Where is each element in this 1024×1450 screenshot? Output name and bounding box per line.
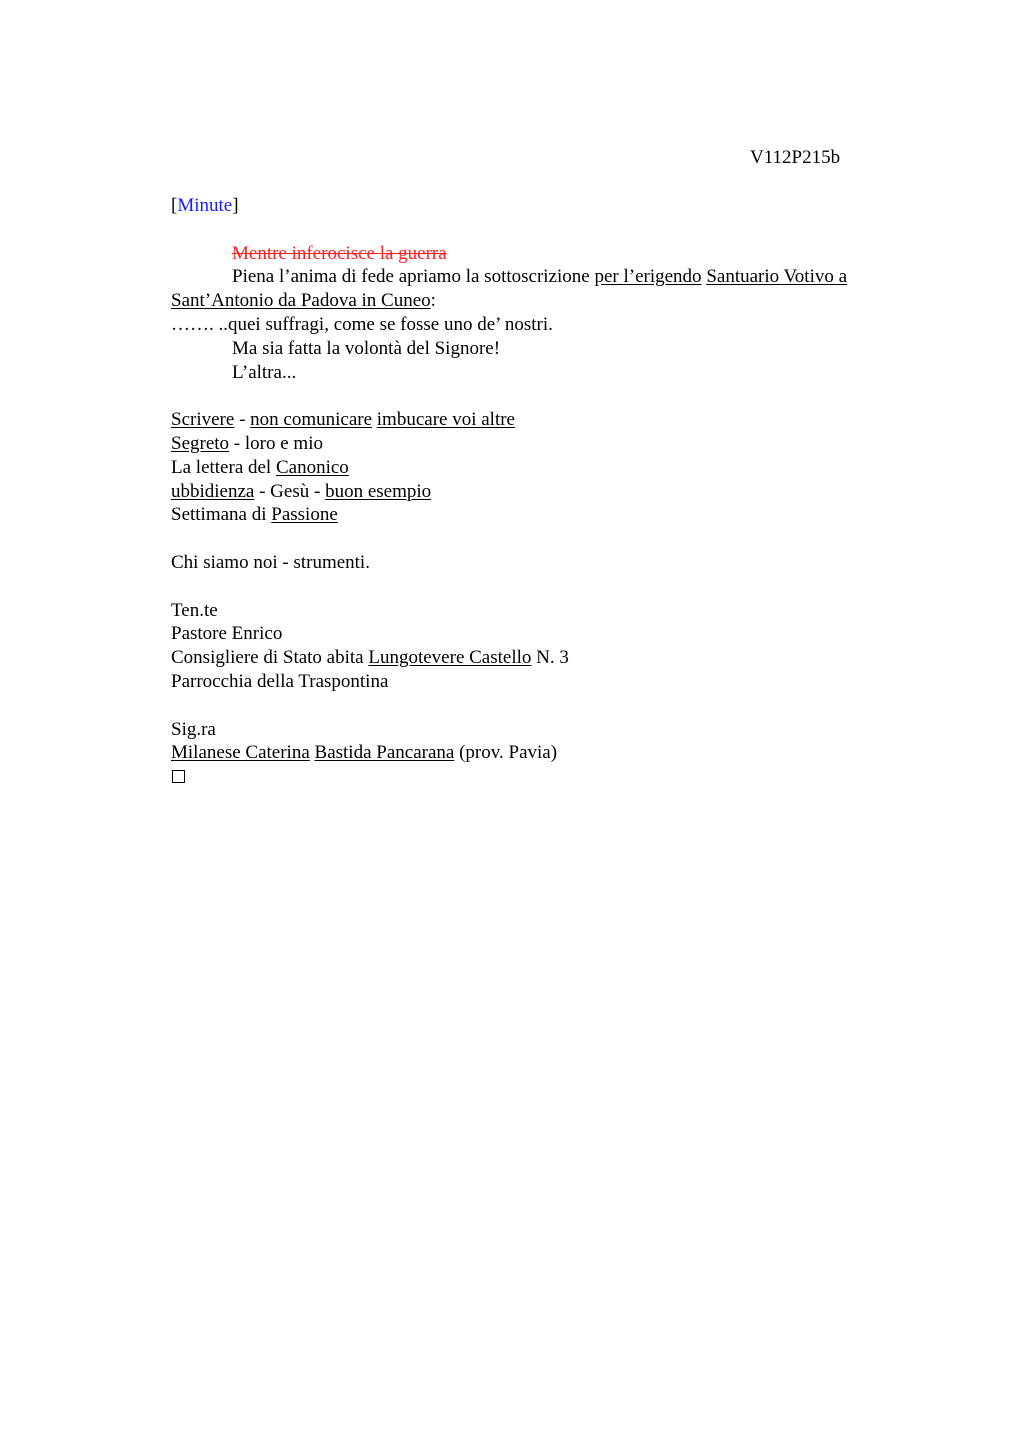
paragraph-line: L’altra... [232,361,297,383]
paragraph-line: Sant’Antonio da Padova in Cuneo: [171,290,436,312]
contact-rank: Ten.te [171,599,218,621]
note-line: Scrivere - non comunicare imbucare voi altre [171,409,515,431]
contact-parish: Parrocchia della Traspontina [171,670,389,692]
note-line: ubbidienza - Gesù - buon esempio [171,480,432,502]
paragraph-line: Ma sia fatta la volontà del Signore! [232,337,501,359]
contact-name-place: Milanese Caterina Bastida Pancarana (prov. Pavia) [171,742,558,764]
note-line: Segreto - loro e mio [171,432,323,454]
section-title: [Minute] [171,195,239,216]
note-line: Settimana di Passione [171,504,338,526]
contact-address: Consigliere di Stato abita Lungotevere Castello N. 3 [171,647,569,669]
paragraph-line: ……. ..quei suffragi, come se fosse uno de’ nostri. [171,313,553,335]
struck-line: Mentre inferocisce la guerra [232,242,447,264]
paragraph-line: Piena l’anima di fede apriamo la sottoscrizione per l’erigendo Santuario Votivo a [232,266,848,288]
minute-label: Minute [177,195,233,216]
document-body [171,194,911,789]
note-line: La lettera del Canonico [171,456,349,478]
contact-title: Sig.ra [171,718,216,740]
reflection-line: Chi siamo noi - strumenti. [171,551,370,573]
document-id: V112P215b [750,147,841,168]
empty-square-icon [172,770,185,783]
contact-name: Pastore Enrico [171,623,283,645]
